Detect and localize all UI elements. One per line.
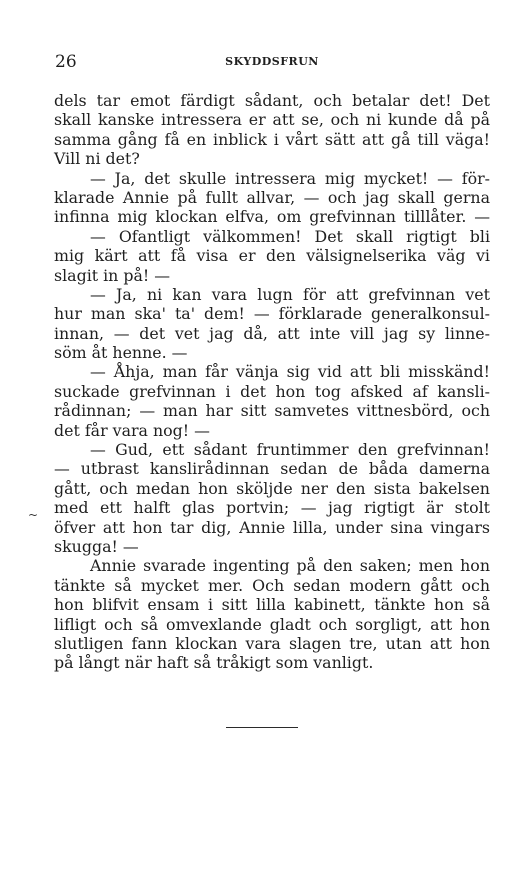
text-line: med ett halft glas portvin; — jag rigtigt är stolt	[54, 498, 490, 518]
text-line: infinna mig klockan elfva, om grefvinnan tilllåter. —	[54, 207, 490, 227]
text-line: skall kanske intressera er att se, och ni kunde då på	[54, 110, 490, 130]
text-line: dels tar emot färdigt sådant, och betalar det! Det	[54, 91, 490, 110]
text-line: söm åt henne. —	[54, 343, 188, 363]
text-line: öfver att hon tar dig, Annie lilla, under sina vingars	[54, 517, 490, 537]
page-number: 26	[55, 52, 77, 72]
text-line: hon blifvit ensam i sitt lilla kabinett, tänkte hon så	[54, 595, 490, 615]
text-line: tänkte så mycket mer. Och sedan modern gått och	[54, 575, 490, 595]
running-title: SKYDDSFRUN	[225, 55, 319, 68]
text-line: — Ja, ni kan vara lugn för att grefvinnan vet	[90, 284, 490, 304]
text-line: innan, — det vet jag då, att inte vill jag sy linne-	[54, 323, 490, 343]
text-line: — Ofantligt välkommen! Det skall rigtigt bli	[90, 226, 490, 246]
text-line: Vill ni det?	[54, 149, 140, 169]
text-line: gått, och medan hon sköljde ner den sista bakelsen	[54, 478, 490, 498]
text-line: — Åhja, man får vänja sig vid att bli misskänd!	[90, 362, 490, 382]
text-line: Annie svarade ingenting på den saken; men hon	[90, 556, 490, 576]
text-line: slutligen fann klockan vara slagen tre, utan att hon	[54, 633, 490, 653]
text-line: rådinnan; — man har sitt samvetes vittnesbörd, och	[54, 401, 490, 421]
margin-mark: ~	[28, 508, 39, 522]
text-line: samma gång få en inblick i vårt sätt att gå till väga!	[54, 129, 490, 149]
text-line: skugga! —	[54, 536, 139, 556]
section-end-rule	[226, 727, 298, 728]
text-line: — utbrast kanslirådinnan sedan de båda damerna	[54, 459, 490, 479]
text-line: suckade grefvinnan i det hon tog afsked af kansli-	[54, 381, 490, 401]
text-line: slagit in på! —	[54, 265, 171, 285]
text-line: klarade Annie på fullt allvar, — och jag skall gerna	[54, 187, 490, 207]
text-line: det får vara nog! —	[54, 420, 210, 440]
text-line: på långt när haft så tråkigt som vanligt.	[54, 653, 374, 673]
body-text	[54, 91, 490, 673]
page-header	[55, 50, 489, 74]
text-line: hur man ska' ta' dem! — förklarade generalkonsul-	[54, 304, 490, 324]
text-line: lifligt och så omvexlande gladt och sorgligt, att hon	[54, 614, 490, 634]
text-line: — Gud, ett sådant fruntimmer den grefvinnan!	[90, 440, 490, 460]
text-line: mig kärt att få visa er den välsignelserika väg vi	[54, 246, 490, 266]
text-line: — Ja, det skulle intressera mig mycket! — för-	[90, 168, 490, 188]
